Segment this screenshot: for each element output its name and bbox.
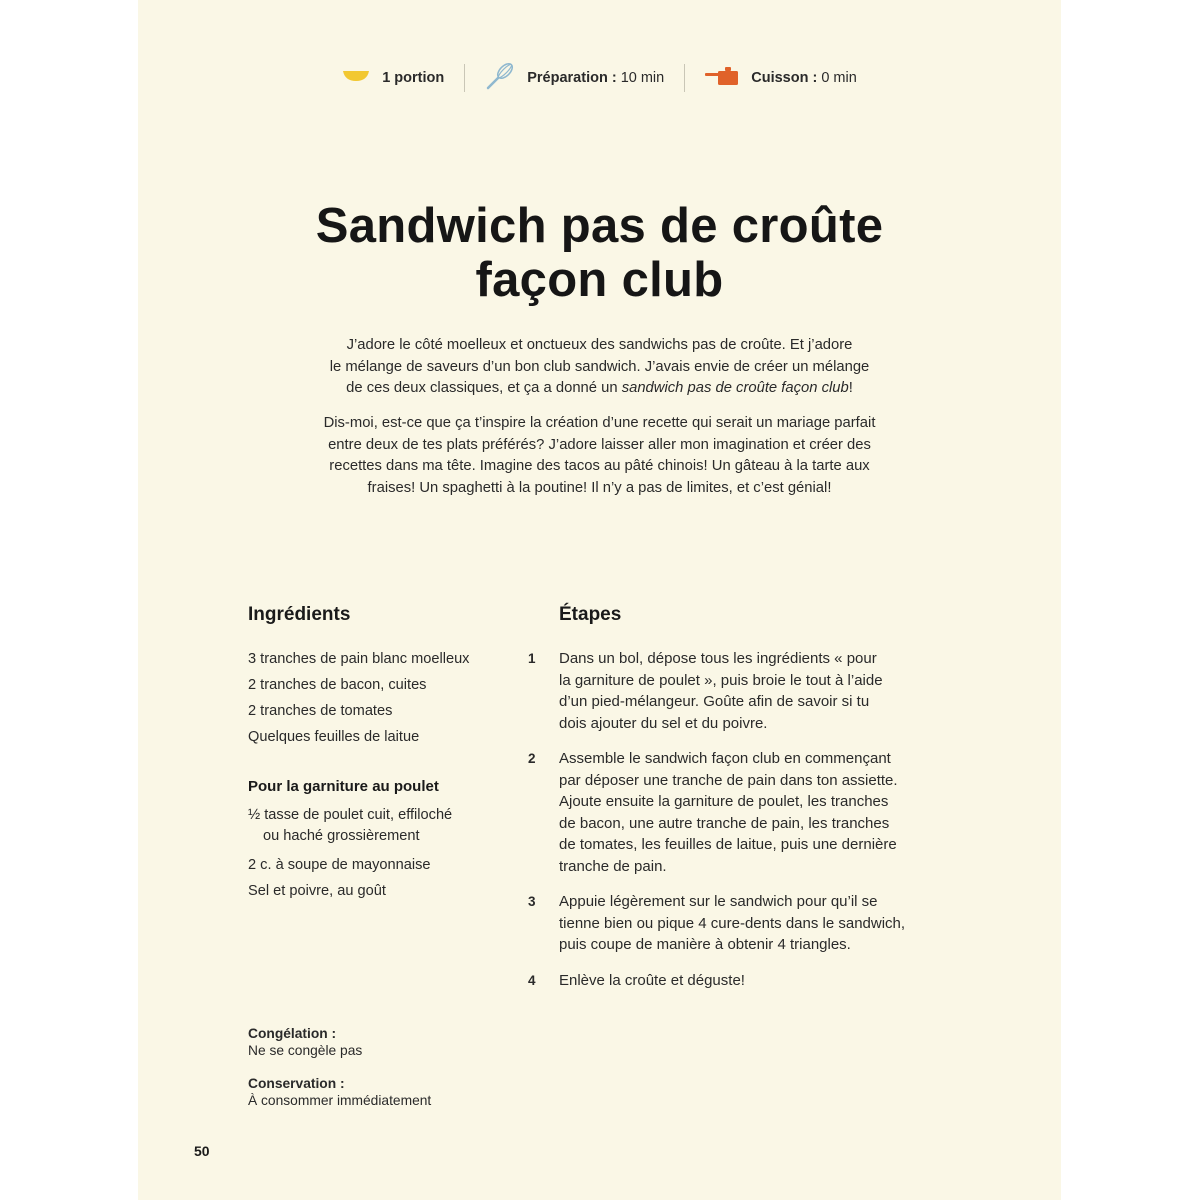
prep-value: 10 min [616, 70, 665, 86]
intro-line: de ces deux classiques, et ça a donné un [346, 380, 622, 396]
recipe-meta-bar [138, 60, 1061, 96]
step-line: dois ajouter du sel et du poivre. [559, 714, 768, 732]
steps-list [528, 648, 948, 1005]
step-number: 2 [528, 751, 536, 766]
cook-label: Cuisson : [751, 70, 818, 86]
intro-line: Dis-moi, est-ce que ça t’inspire la création d’une recette qui serait un mariage parfait [323, 415, 876, 431]
step-item [528, 970, 948, 992]
recipe-page [138, 0, 1061, 1200]
step-item [528, 748, 948, 877]
step-line: Assemble le sandwich façon club en commençant [559, 750, 891, 767]
intro-line-end: ! [848, 380, 853, 396]
step-line: Appuie légèrement sur le sandwich pour qu’il se [559, 893, 878, 910]
ingredient-item: 3 tranches de pain blanc moelleux [248, 651, 470, 667]
step-number: 1 [528, 651, 536, 666]
freezing-value: Ne se congèle pas [248, 1043, 363, 1058]
step-line: par déposer une tranche de pain dans ton assiette. [559, 771, 898, 789]
page-number: 50 [194, 1143, 210, 1159]
step-line: de tomates, les feuilles de laitue, puis une dernière [559, 836, 897, 853]
step-line: tienne bien ou pique 4 cure-dents dans le sandwich, [559, 914, 906, 932]
freezing-note [248, 1025, 362, 1059]
storage-note [248, 1075, 431, 1109]
garnish-heading: Pour la garniture au poulet [248, 778, 439, 795]
ingredient-item: 2 tranches de tomates [248, 703, 393, 719]
recipe-title [138, 199, 1061, 307]
portion-text: 1 portion [382, 70, 445, 86]
cook-value: 0 min [817, 70, 857, 86]
ingredients-list [248, 646, 469, 750]
intro-line: recettes dans ma tête. Imagine des tacos au pâté chinois! Un gâteau à la tarte aux [329, 458, 870, 474]
steps-heading: Étapes [559, 604, 622, 625]
step-line: d’un pied-mélangeur. Goûte afin de savoir si tu [559, 693, 870, 710]
step-item [528, 891, 948, 956]
title-line-1: Sandwich pas de croûte [315, 198, 884, 253]
step-line: Ajoute ensuite la garniture de poulet, les tranches [559, 793, 889, 810]
step-line: la garniture de poulet », puis broie le tout à l’aide [559, 671, 883, 689]
whisk-icon [485, 61, 515, 95]
step-line: Enlève la croûte et déguste! [559, 971, 745, 989]
step-line: puis coupe de manière à obtenir 4 triangles. [559, 936, 851, 953]
intro-line: entre deux de tes plats préférés? J’adore laisser aller mon imagination et créer des [328, 436, 871, 453]
intro-paragraph-2 [288, 413, 911, 499]
ingredient-line: ½ tasse de poulet cuit, effiloché [248, 807, 453, 823]
ingredient-item [248, 802, 452, 852]
portion-info [342, 69, 444, 87]
step-item [528, 648, 948, 734]
title-line-2: façon club [475, 252, 724, 307]
step-line: Dans un bol, dépose tous les ingrédients « pour [559, 650, 877, 667]
saucepan-icon [705, 66, 739, 90]
intro-line: le mélange de saveurs d’un bon club sandwich. J’avais envie de créer un mélange [329, 358, 870, 375]
ingredient-item: Sel et poivre, au goût [248, 883, 386, 899]
ingredient-item: 2 tranches de bacon, cuites [248, 677, 427, 693]
step-line: de bacon, une autre tranche de pain, les tranches [559, 814, 890, 832]
ingredient-line-continued: ou haché grossièrement [263, 828, 420, 844]
prep-info [485, 61, 664, 95]
storage-label: Conservation : [248, 1076, 345, 1091]
step-line: tranche de pain. [559, 857, 667, 875]
ingredient-item: 2 c. à soupe de mayonnaise [248, 857, 431, 873]
intro-line: J’adore le côté moelleux et onctueux des sandwichs pas de croûte. Et j’adore [346, 337, 853, 353]
intro-line: fraises! Un spaghetti à la poutine! Il n’y a pas de limites, et c’est génial! [367, 479, 832, 496]
meta-divider [684, 64, 685, 92]
bowl-icon [342, 69, 370, 87]
cook-info [705, 66, 857, 90]
step-number: 3 [528, 894, 536, 909]
freezing-label: Congélation : [248, 1026, 337, 1041]
intro-emphasis: sandwich pas de croûte façon club [621, 380, 849, 396]
meta-divider [464, 64, 465, 92]
prep-label: Préparation : [527, 70, 617, 86]
ingredient-item: Quelques feuilles de laitue [248, 729, 420, 745]
ingredients-heading: Ingrédients [248, 604, 351, 625]
storage-value: À consommer immédiatement [248, 1093, 432, 1108]
step-number: 4 [528, 972, 536, 988]
garnish-list [248, 802, 452, 904]
intro-paragraph-1 [288, 335, 911, 400]
